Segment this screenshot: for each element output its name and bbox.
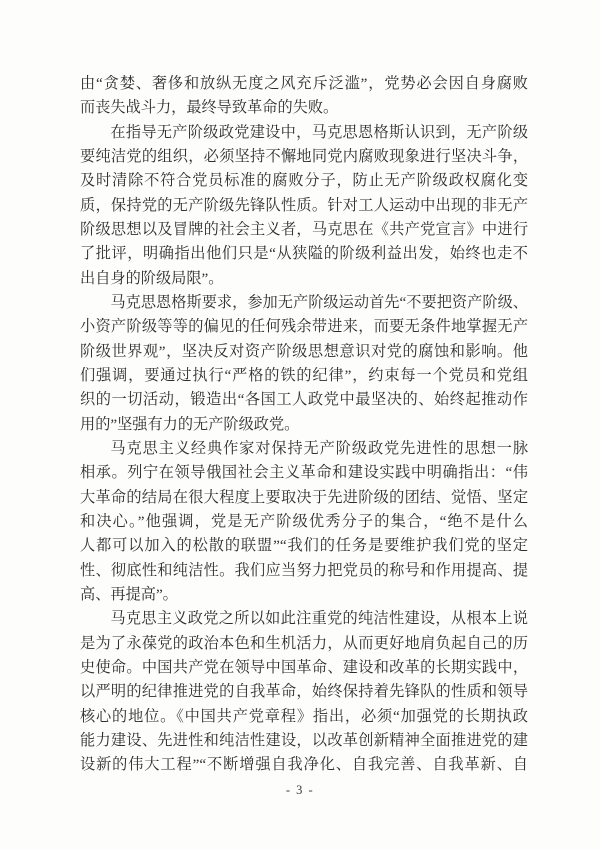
text-line: 大革命的结局在很大程度上要取决于先进阶级的团结、觉悟、坚定: [80, 488, 528, 506]
text-line: 织的一切活动，锻造出“各国工人政党中最坚决的、始终起推动作: [80, 391, 528, 409]
text-line: 马克思恩格斯要求，参加无产阶级运动首先“不要把资产阶级、: [110, 293, 528, 311]
text-line: 阶级思想以及冒牌的社会主义者，马克思在《共产党宣言》中进行: [80, 220, 528, 238]
text-line: 核心的地位。《中国共产党章程》指出，必须“加强党的长期执政: [80, 707, 528, 725]
paragraph: [80, 607, 528, 777]
paragraph: [80, 121, 528, 291]
text-line: 用的”坚强有力的无产阶级政党。: [80, 415, 300, 433]
text-line: 和决心。”他强调，党是无产阶级优秀分子的集合，“绝不是什么: [80, 512, 528, 530]
text-line: 相承。列宁在领导俄国社会主义革命和建设实践中明确指出：“伟: [80, 464, 528, 482]
text-line: 设新的伟大工程”“不断增强自我净化、自我完善、自我革新、自: [80, 756, 528, 774]
text-line: 以严明的纪律推进党的自我革命，始终保持着先锋队的性质和领导: [80, 683, 528, 701]
text-line: 及时清除不符合党员标准的腐败分子，防止无产阶级政权腐化变: [80, 172, 528, 190]
text-line: 质，保持党的无产阶级先锋队性质。针对工人运动中出现的非无产: [80, 196, 528, 214]
text-line: 是为了永葆党的政治本色和生机活力，从而更好地肩负起自己的历: [80, 634, 528, 652]
text-line: 而丧失战斗力，最终导致革命的失败。: [80, 99, 339, 117]
text-line: 阶级世界观”，坚决反对资产阶级思想意识对党的腐蚀和影响。他: [80, 342, 528, 360]
text-line: 在指导无产阶级政党建设中，马克思恩格斯认识到，无产阶级: [110, 123, 528, 141]
text-line: 人都可以加入的松散的联盟”“我们的任务是要维护我们党的坚定: [80, 537, 528, 555]
text-line: 马克思主义经典作家对保持无产阶级政党先进性的思想一脉: [110, 439, 528, 457]
text-line: 由“贪婪、奢侈和放纵无度之风充斥泛滥”，党势必会因自身腐败: [80, 75, 528, 92]
text-line: 小资产阶级等等的偏见的任何残余带进来，而要无条件地掌握无产: [80, 318, 528, 336]
document-body: [80, 72, 528, 778]
text-line: 马克思主义政党之所以如此注重党的纯洁性建设，从根本上说: [110, 610, 528, 628]
text-line: 高、再提高”。: [80, 585, 178, 603]
paragraph: [80, 72, 528, 121]
paragraph: [80, 437, 528, 607]
text-line: 性、彻底性和纯洁性。我们应当努力把党员的称号和作用提高、提: [80, 561, 528, 579]
text-line: 们强调，要通过执行“严格的铁的纪律”，约束每一个党员和党组: [80, 366, 528, 384]
text-line: 了批评，明确指出他们只是“从狭隘的阶级利益出发，始终也走不: [80, 245, 528, 263]
paragraph: [80, 291, 528, 437]
text-line: 史使命。中国共产党在领导中国革命、建设和改革的长期实践中，: [80, 658, 528, 676]
text-line: 要纯洁党的组织，必须坚持不懈地同党内腐败现象进行坚决斗争，: [80, 147, 528, 165]
text-line: 能力建设、先进性和纯洁性建设，以改革创新精神全面推进党的建: [80, 731, 528, 749]
text-line: 出自身的阶级局限”。: [80, 269, 224, 287]
page-number: - 3 -: [285, 783, 315, 797]
